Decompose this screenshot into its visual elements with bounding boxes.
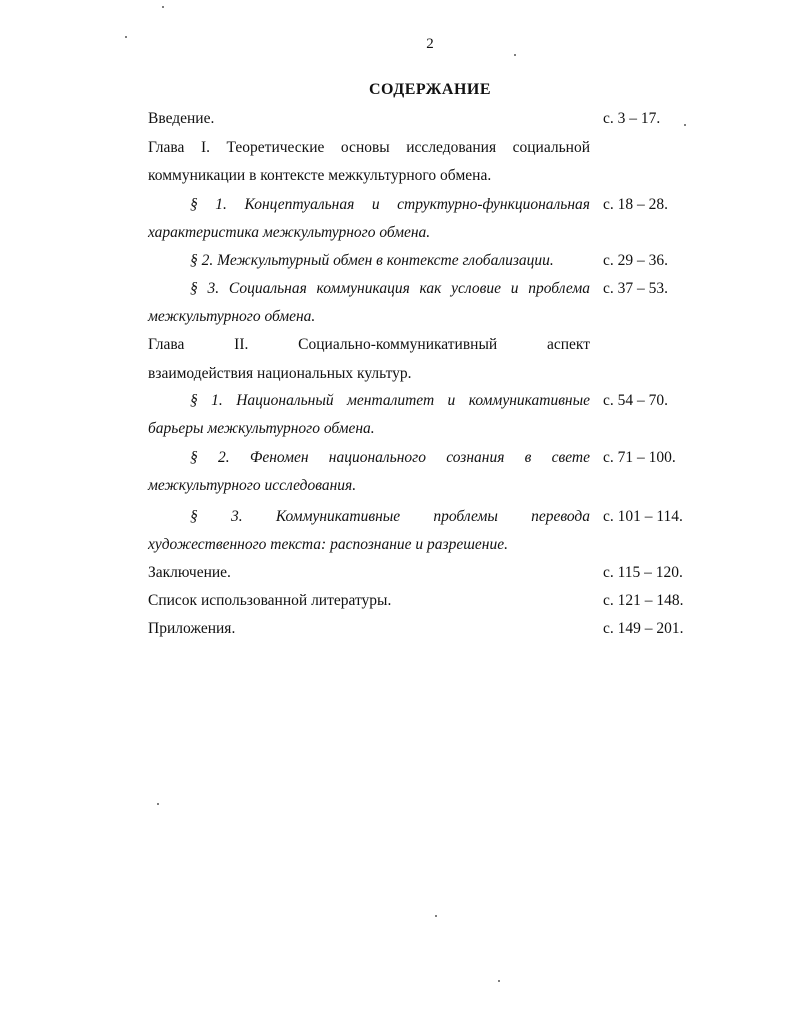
toc-ch1-sec3-pages: с. 37 – 53.	[603, 280, 669, 297]
toc-ch1-sec3-title: § 3. Социальная коммуникация как условие и проблема	[190, 280, 590, 297]
toc-chapter1-title: Глава I. Теоретические основы исследования социальной	[148, 139, 590, 156]
toc-ch1-sec1-pages: с. 18 – 28.	[603, 196, 669, 213]
toc-ch2-sec1-title-cont: барьеры межкультурного обмена.	[148, 420, 375, 437]
page-title: СОДЕРЖАНИЕ	[368, 81, 492, 98]
scan-speck	[514, 54, 516, 56]
toc-intro-title: Введение.	[148, 110, 215, 127]
toc-ch1-sec1-title-cont: характеристика межкультурного обмена.	[148, 224, 431, 241]
toc-ch2-sec2-title: § 2. Феномен национального сознания в свете	[190, 449, 590, 466]
toc-appendices-title: Приложения.	[148, 620, 236, 637]
toc-chapter1-title-cont: коммуникации в контексте межкультурного обмена.	[148, 167, 492, 184]
toc-ch1-sec1-title: § 1. Концептуальная и структурно-функциональная	[190, 196, 590, 213]
toc-ch1-sec2-title: § 2. Межкультурный обмен в контексте глобализации.	[190, 252, 554, 269]
toc-ch2-sec1-pages: с. 54 – 70.	[603, 392, 669, 409]
toc-conclusion-title: Заключение.	[148, 564, 231, 581]
scan-speck	[435, 915, 437, 917]
toc-intro-pages: с. 3 – 17.	[603, 110, 661, 127]
scan-speck	[162, 6, 164, 8]
scan-speck	[498, 980, 500, 982]
toc-ch2-sec3-title: § 3. Коммуникативные проблемы перевода	[190, 508, 590, 525]
toc-ch2-sec2-pages: с. 71 – 100.	[603, 449, 676, 466]
page-number: 2	[426, 36, 434, 52]
toc-ch2-sec3-title-cont: художественного текста: распознание и разрешение.	[148, 536, 509, 553]
scan-speck	[157, 803, 159, 805]
toc-conclusion-pages: с. 115 – 120.	[603, 564, 683, 581]
toc-chapter2-title-cont: взаимодействия национальных культур.	[148, 365, 412, 382]
toc-ch2-sec3-pages: с. 101 – 114.	[603, 508, 683, 525]
toc-ch2-sec2-title-cont: межкультурного исследования.	[148, 477, 357, 494]
toc-chapter2-title: Глава II. Социально-коммуникативный аспект	[148, 336, 590, 353]
toc-bibliography-title: Список использованной литературы.	[148, 592, 392, 609]
toc-ch1-sec3-title-cont: межкультурного обмена.	[148, 308, 316, 325]
toc-appendices-pages: с. 149 – 201.	[603, 620, 684, 637]
toc-ch1-sec2-pages: с. 29 – 36.	[603, 252, 669, 269]
scan-speck	[125, 36, 127, 38]
scan-speck	[684, 124, 686, 126]
toc-ch2-sec1-title: § 1. Национальный менталитет и коммуникативные	[190, 392, 590, 409]
toc-bibliography-pages: с. 121 – 148.	[603, 592, 684, 609]
